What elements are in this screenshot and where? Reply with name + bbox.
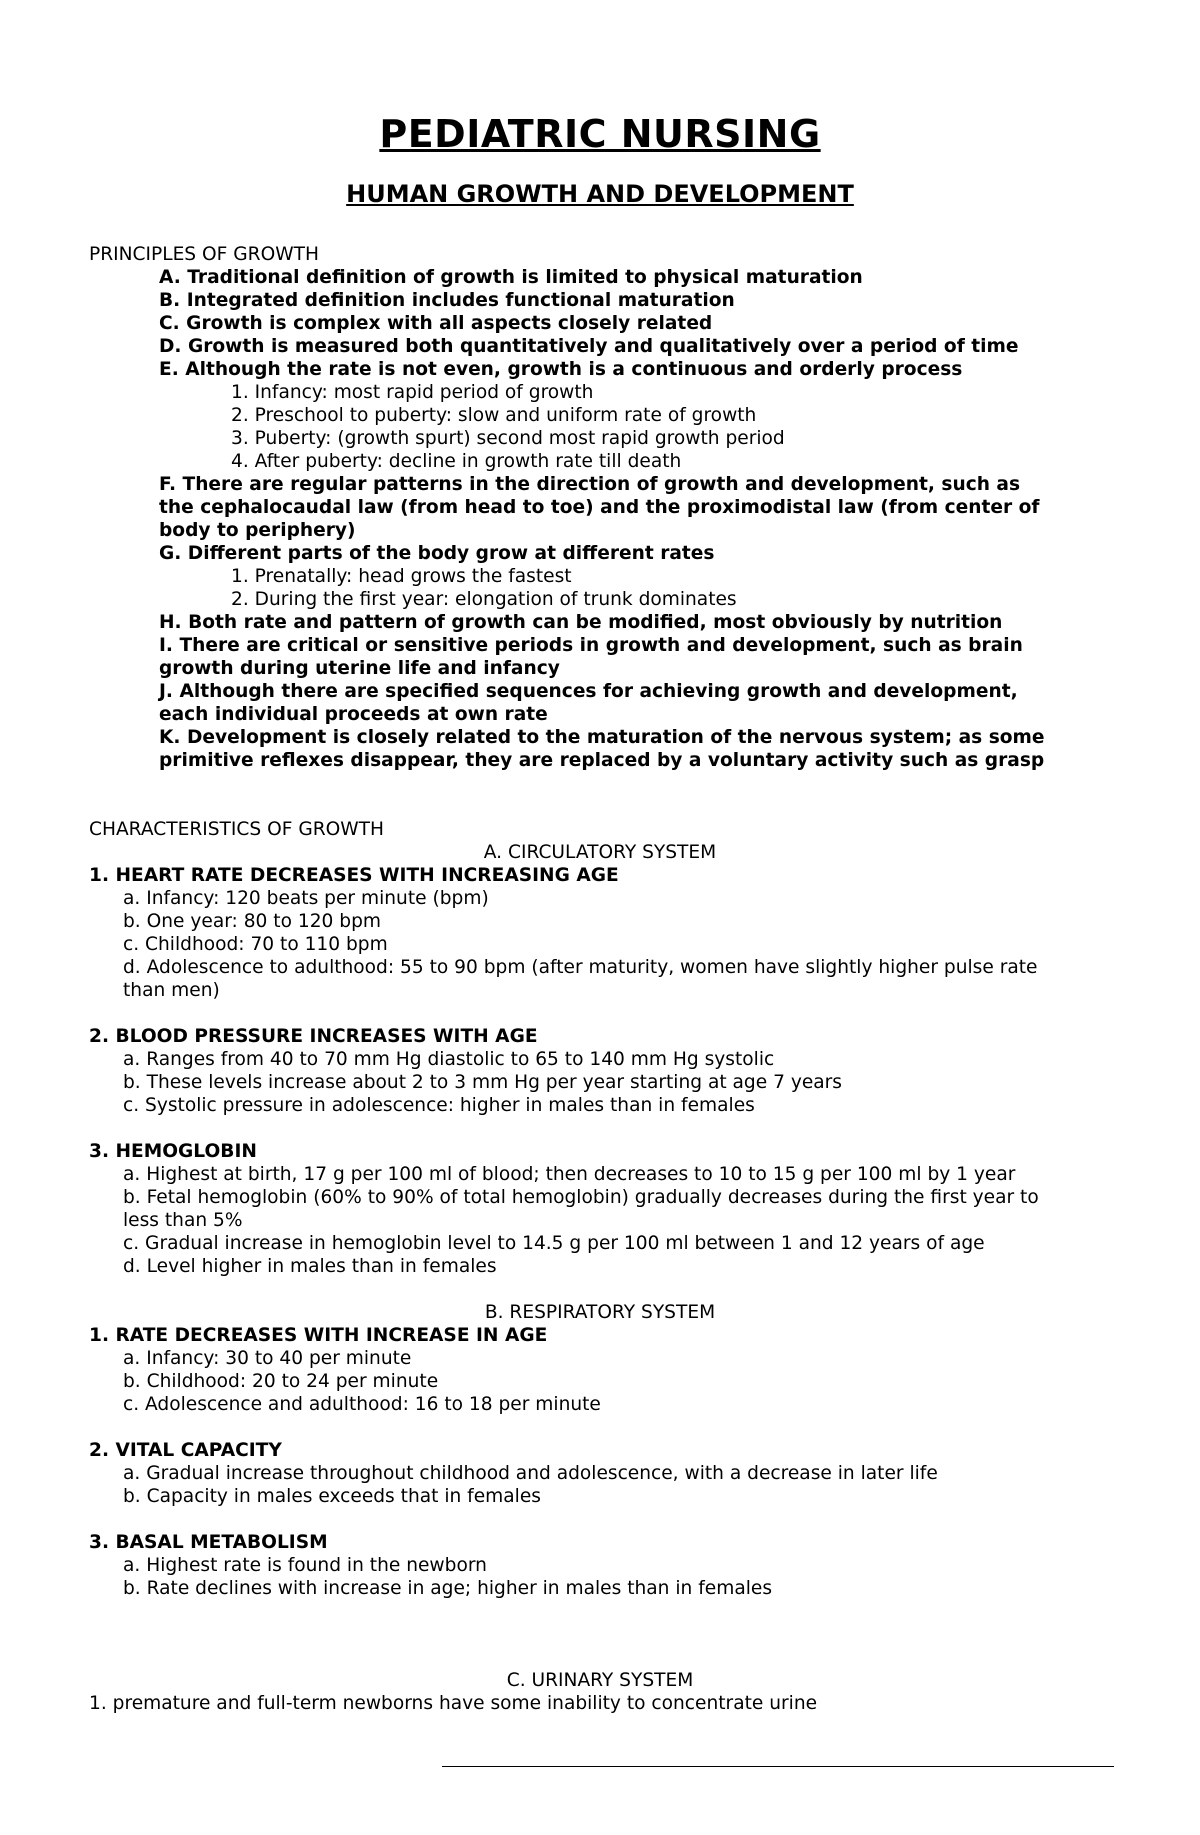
respiratory-rate-item-b: b. Childhood: 20 to 24 per minute [123, 1371, 439, 1392]
basal-metabolism-item-a: a. Highest rate is found in the newborn [123, 1555, 487, 1576]
heart-rate-heading: 1. HEART RATE DECREASES WITH INCREASING AGE [89, 865, 619, 886]
principle-c: C. Growth is complex with all aspects closely related [159, 313, 713, 334]
heart-rate-item-d-line-1: d. Adolescence to adulthood: 55 to 90 bpm (after maturity, women have slightly higher pulse rate [123, 957, 1038, 978]
principle-e-item-3: 3. Puberty: (growth spurt) second most rapid growth period [231, 428, 785, 449]
vital-capacity-item-b: b. Capacity in males exceeds that in females [123, 1486, 541, 1507]
document-title: PEDIATRIC NURSING [379, 112, 821, 156]
respiratory-heading: B. RESPIRATORY SYSTEM [484, 1302, 716, 1323]
principle-f-line-3: body to periphery) [159, 520, 356, 541]
principle-j-line-1: J. Although there are specified sequences for achieving growth and development, [159, 681, 1018, 702]
hemoglobin-item-b-line-2: less than 5% [123, 1210, 243, 1231]
principle-h: H. Both rate and pattern of growth can be modified, most obviously by nutrition [159, 612, 1003, 633]
respiratory-rate-item-a: a. Infancy: 30 to 40 per minute [123, 1348, 412, 1369]
hemoglobin-item-a: a. Highest at birth, 17 g per 100 ml of blood; then decreases to 10 to 15 g per 100 ml by 1 year [123, 1164, 1016, 1185]
basal-metabolism-item-b: b. Rate declines with increase in age; higher in males than in females [123, 1578, 773, 1599]
basal-metabolism-heading: 3. BASAL METABOLISM [89, 1532, 328, 1553]
heart-rate-item-c: c. Childhood: 70 to 110 bpm [123, 934, 388, 955]
heart-rate-item-b: b. One year: 80 to 120 bpm [123, 911, 381, 932]
hemoglobin-item-d: d. Level higher in males than in females [123, 1256, 497, 1277]
principle-g-item-1: 1. Prenatally: head grows the fastest [231, 566, 572, 587]
principles-heading: PRINCIPLES OF GROWTH [89, 244, 319, 265]
principle-e: E. Although the rate is not even, growth is a continuous and orderly process [159, 359, 963, 380]
principle-e-item-1: 1. Infancy: most rapid period of growth [231, 382, 594, 403]
vital-capacity-item-a: a. Gradual increase throughout childhood and adolescence, with a decrease in later life [123, 1463, 938, 1484]
principle-k-line-2: primitive reflexes disappear, they are replaced by a voluntary activity such as grasp [159, 750, 1045, 771]
blood-pressure-item-c: c. Systolic pressure in adolescence: higher in males than in females [123, 1095, 755, 1116]
principle-j-line-2: each individual proceeds at own rate [159, 704, 548, 725]
characteristics-heading: CHARACTERISTICS OF GROWTH [89, 819, 385, 840]
principle-g-item-2: 2. During the first year: elongation of trunk dominates [231, 589, 737, 610]
principle-i-line-1: I. There are critical or sensitive periods in growth and development, such as brain [159, 635, 1023, 656]
respiratory-rate-heading: 1. RATE DECREASES WITH INCREASE IN AGE [89, 1325, 548, 1346]
principle-e-item-4: 4. After puberty: decline in growth rate till death [231, 451, 682, 472]
blood-pressure-item-a: a. Ranges from 40 to 70 mm Hg diastolic to 65 to 140 mm Hg systolic [123, 1049, 775, 1070]
footer-rule [442, 1766, 1114, 1767]
principle-k-line-1: K. Development is closely related to the maturation of the nervous system; as some [159, 727, 1045, 748]
principle-d: D. Growth is measured both quantitatively and qualitatively over a period of time [159, 336, 1019, 357]
principle-f-line-2: the cephalocaudal law (from head to toe) and the proximodistal law (from center of [159, 497, 1040, 518]
hemoglobin-item-b-line-1: b. Fetal hemoglobin (60% to 90% of total hemoglobin) gradually decreases during the first year to [123, 1187, 1039, 1208]
document-subtitle: HUMAN GROWTH AND DEVELOPMENT [346, 180, 854, 208]
blood-pressure-item-b: b. These levels increase about 2 to 3 mm Hg per year starting at age 7 years [123, 1072, 842, 1093]
principle-g: G. Different parts of the body grow at different rates [159, 543, 715, 564]
principle-f-line-1: F. There are regular patterns in the direction of growth and development, such as [159, 474, 1021, 495]
circulatory-heading: A. CIRCULATORY SYSTEM [483, 842, 717, 863]
heart-rate-item-d-line-2: than men) [123, 980, 220, 1001]
urinary-item-1: 1. premature and full-term newborns have some inability to concentrate urine [89, 1693, 818, 1714]
heart-rate-item-a: a. Infancy: 120 beats per minute (bpm) [123, 888, 489, 909]
vital-capacity-heading: 2. VITAL CAPACITY [89, 1440, 282, 1461]
principle-e-item-2: 2. Preschool to puberty: slow and uniform rate of growth [231, 405, 757, 426]
urinary-heading: C. URINARY SYSTEM [506, 1670, 694, 1691]
principle-b: B. Integrated definition includes functional maturation [159, 290, 735, 311]
hemoglobin-item-c: c. Gradual increase in hemoglobin level to 14.5 g per 100 ml between 1 and 12 years of age [123, 1233, 985, 1254]
principle-a: A. Traditional definition of growth is limited to physical maturation [159, 267, 863, 288]
principle-i-line-2: growth during uterine life and infancy [159, 658, 560, 679]
blood-pressure-heading: 2. BLOOD PRESSURE INCREASES WITH AGE [89, 1026, 538, 1047]
hemoglobin-heading: 3. HEMOGLOBIN [89, 1141, 257, 1162]
respiratory-rate-item-c: c. Adolescence and adulthood: 16 to 18 per minute [123, 1394, 601, 1415]
